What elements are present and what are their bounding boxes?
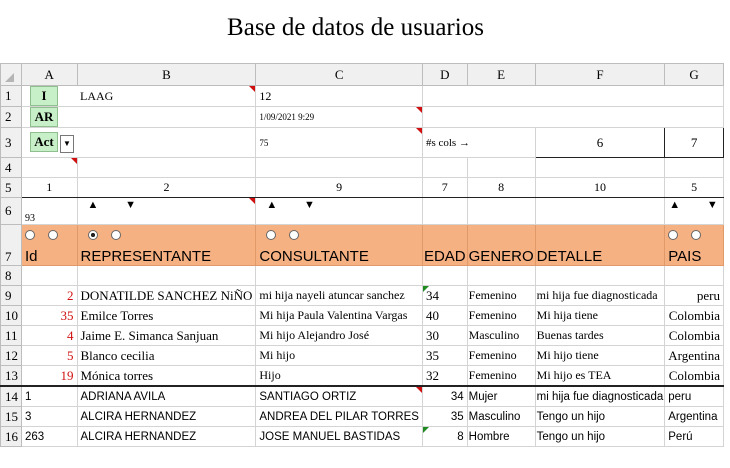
cell-genero[interactable]: Femenino — [467, 346, 535, 366]
cell-a8[interactable] — [22, 266, 78, 286]
cell-d3[interactable] — [422, 128, 535, 158]
row-header-3[interactable]: 3 — [1, 128, 22, 158]
radio-button[interactable] — [111, 230, 121, 240]
sort-arrows-icon[interactable]: ▲ ▼ — [87, 199, 149, 211]
cell-consultante[interactable]: mi hija nayeli atuncar sanchez — [256, 286, 423, 306]
cell-pais[interactable]: Colombia — [665, 306, 724, 326]
edad-text: 8 — [457, 430, 464, 443]
select-all-icon — [5, 73, 14, 82]
cell-genero[interactable]: Femenino — [467, 286, 535, 306]
cell-representante[interactable]: ADRIANA AVILA — [77, 386, 256, 407]
cell-representante[interactable]: ALCIRA HERNANDEZ — [77, 407, 256, 427]
row-header-16[interactable]: 16 — [1, 427, 22, 447]
sheet-row-2 — [1, 107, 724, 128]
column-header-row — [1, 64, 724, 86]
spreadsheet-grid — [0, 63, 730, 447]
table-row — [1, 427, 724, 447]
row-header-10[interactable]: 10 — [1, 306, 22, 326]
cell-e5[interactable]: 8 — [467, 178, 535, 198]
radio-button[interactable] — [668, 230, 678, 240]
cell-e8[interactable] — [467, 266, 535, 286]
cell-consultante[interactable]: JOSE MANUEL BASTIDAS — [256, 427, 423, 447]
cell-edad[interactable]: 30 — [422, 326, 467, 346]
cell-b5[interactable]: 2 — [77, 178, 256, 198]
cell-a3[interactable] — [22, 128, 78, 158]
col-header-c[interactable]: C — [256, 64, 423, 86]
cell-id[interactable]: 263 — [22, 427, 78, 447]
cell-a6[interactable] — [22, 198, 78, 225]
cell-g8[interactable] — [665, 266, 724, 286]
row-header-6[interactable]: 6 — [1, 198, 22, 225]
header-id-label: Id — [25, 248, 38, 265]
cell-b8[interactable] — [77, 266, 256, 286]
cell-pais[interactable]: peru — [665, 386, 724, 407]
cell-f1[interactable] — [535, 86, 665, 107]
cell-g2[interactable] — [665, 107, 724, 128]
col-header-b[interactable]: B — [77, 64, 256, 86]
cols-label: #s cols → — [425, 136, 470, 149]
error-indicator-icon — [423, 286, 429, 292]
row-header-9[interactable]: 9 — [1, 286, 22, 306]
cell-pais[interactable]: Perú — [665, 427, 724, 447]
cell-edad[interactable]: 34 — [422, 386, 467, 407]
c3-text: 75 — [259, 137, 269, 148]
cell-pais[interactable]: Colombia — [665, 326, 724, 346]
cell-g5[interactable]: 5 — [665, 178, 724, 198]
chevron-down-icon[interactable]: ▼ — [60, 135, 74, 153]
radio-button[interactable] — [266, 230, 276, 240]
cell-edad[interactable]: 35 — [422, 346, 467, 366]
cell-detalle[interactable]: Tengo un hijo — [535, 427, 665, 447]
cell-d1[interactable] — [422, 86, 467, 107]
cell-f8[interactable] — [535, 266, 665, 286]
radio-button[interactable] — [25, 230, 35, 240]
table-row — [1, 306, 724, 326]
radio-group — [88, 226, 134, 243]
cell-d2[interactable] — [422, 107, 467, 128]
table-row — [1, 407, 724, 427]
row-header-15[interactable]: 15 — [1, 407, 22, 427]
cell-pais[interactable]: Argentina — [665, 407, 724, 427]
col-header-d[interactable]: D — [422, 64, 467, 86]
cell-edad[interactable]: 32 — [422, 366, 467, 387]
cell-consultante[interactable]: Hijo — [256, 366, 423, 387]
sheet-row-6 — [1, 198, 724, 225]
cell-detalle[interactable]: Tengo un hijo — [535, 407, 665, 427]
cell-detalle[interactable]: Buenas tardes — [535, 326, 665, 346]
a6-text: 93 — [25, 213, 35, 224]
act-button[interactable]: Act — [30, 132, 58, 152]
cell-c6[interactable] — [256, 198, 423, 225]
header-pais[interactable] — [665, 225, 724, 266]
cell-detalle[interactable]: mi hija fue diagnosticada — [535, 386, 665, 407]
cell-representante[interactable]: ALCIRA HERNANDEZ — [77, 427, 256, 447]
cell-detalle[interactable]: Mi hija tiene — [535, 306, 665, 326]
cell-genero[interactable]: Masculino — [467, 326, 535, 346]
cell-genero[interactable]: Hombre — [467, 427, 535, 447]
col-header-a[interactable]: A — [22, 64, 78, 86]
cell-b3[interactable] — [77, 128, 256, 158]
cell-d4[interactable] — [422, 158, 467, 178]
row-header-14[interactable]: 14 — [1, 386, 22, 407]
header-consultante[interactable] — [256, 225, 423, 266]
row-header-11[interactable]: 11 — [1, 326, 22, 346]
header-representante[interactable] — [77, 225, 256, 266]
cell-c8[interactable] — [256, 266, 423, 286]
cell-c3[interactable] — [256, 128, 423, 158]
cell-f5[interactable]: 10 — [535, 178, 665, 198]
cell-a5[interactable]: 1 — [22, 178, 78, 198]
cell-b1[interactable] — [77, 86, 256, 107]
col-header-f[interactable]: F — [535, 64, 665, 86]
comment-indicator-icon — [71, 158, 77, 164]
cell-c5[interactable]: 9 — [256, 178, 423, 198]
cell-representante[interactable]: Jaime E. Simanca Sanjuan — [77, 326, 256, 346]
cell-pais[interactable]: peru — [665, 286, 724, 306]
radio-button-selected[interactable] — [88, 230, 98, 240]
edad-text: 34 — [425, 287, 439, 303]
cell-pais[interactable]: Colombia — [665, 366, 724, 387]
cell-genero[interactable]: Femenino — [467, 306, 535, 326]
sheet-row-8 — [1, 266, 724, 286]
row-header-1[interactable]: 1 — [1, 86, 22, 107]
cell-consultante[interactable]: Mi hijo — [256, 346, 423, 366]
header-pais-label: PAIS — [668, 248, 702, 265]
row-header-7[interactable]: 7 — [1, 225, 22, 266]
cell-e4[interactable] — [467, 158, 535, 178]
cell-pais[interactable]: Argentina — [665, 346, 724, 366]
b1-text: LAAG — [80, 88, 114, 103]
cell-consultante[interactable]: ANDREA DEL PILAR TORRES — [256, 407, 423, 427]
row-header-4[interactable]: 4 — [1, 158, 22, 178]
table-row — [1, 326, 724, 346]
radio-group — [266, 226, 312, 243]
cell-representante[interactable]: Mónica torres — [77, 366, 256, 387]
select-all-corner[interactable] — [1, 64, 22, 86]
cell-a4[interactable] — [22, 158, 78, 178]
cell-d5[interactable]: 7 — [422, 178, 467, 198]
header-representante-label: REPRESENTANTE — [80, 248, 212, 265]
header-id[interactable] — [22, 225, 78, 266]
cell-representante[interactable]: Blanco cecilia — [77, 346, 256, 366]
cell-f6[interactable] — [535, 198, 665, 225]
consultante-text: SANTIAGO ORTIZ — [259, 390, 357, 403]
cell-consultante[interactable]: Mi hija Paula Valentina Vargas — [256, 306, 423, 326]
row-header-12[interactable]: 12 — [1, 346, 22, 366]
header-genero[interactable]: GENERO — [467, 225, 535, 266]
radio-button[interactable] — [48, 230, 58, 240]
cell-id[interactable]: 5 — [22, 346, 78, 366]
cell-f3[interactable]: 6 — [535, 128, 665, 158]
cell-genero[interactable]: Femenino — [467, 366, 535, 387]
table-row — [1, 346, 724, 366]
cell-b2[interactable] — [77, 107, 256, 128]
cell-id[interactable]: 19 — [22, 366, 78, 387]
col-header-g[interactable]: G — [665, 64, 724, 86]
cell-id[interactable]: 4 — [22, 326, 78, 346]
table-row — [1, 386, 724, 407]
cell-edad[interactable]: 40 — [422, 306, 467, 326]
cell-f2[interactable] — [535, 107, 665, 128]
cell-detalle[interactable]: Mi hijo tiene — [535, 346, 665, 366]
cell-g4[interactable] — [665, 158, 724, 178]
cell-genero[interactable]: Mujer — [467, 386, 535, 407]
radio-button[interactable] — [289, 230, 299, 240]
sort-arrows-icon[interactable]: ▲ ▼ — [266, 199, 327, 211]
cell-g3[interactable]: 7 — [665, 128, 724, 158]
c2-text: 1/09/2021 9:29 — [259, 112, 315, 122]
row-header-8[interactable]: 8 — [1, 266, 22, 286]
cell-id[interactable]: 35 — [22, 306, 78, 326]
cell-representante[interactable]: Emilce Torres — [77, 306, 256, 326]
cell-representante[interactable]: DONATILDE SANCHEZ NiÑO — [77, 286, 256, 306]
cell-edad[interactable]: 35 — [422, 407, 467, 427]
row-header-5[interactable]: 5 — [1, 178, 22, 198]
cell-g6[interactable] — [665, 198, 730, 225]
cell-consultante[interactable] — [256, 386, 423, 407]
c1-text: 12 — [259, 88, 272, 103]
header-edad[interactable]: EDAD — [422, 225, 467, 266]
i-button[interactable]: I — [30, 86, 58, 106]
radio-group — [668, 226, 701, 243]
page-title: Base de datos de usuarios — [227, 14, 484, 41]
cell-e2[interactable] — [467, 107, 535, 128]
cell-id[interactable]: 2 — [22, 286, 78, 306]
cell-b4[interactable] — [77, 158, 256, 178]
cell-edad[interactable] — [422, 427, 467, 447]
cell-d8[interactable] — [422, 266, 467, 286]
table-row — [1, 286, 724, 306]
radio-group — [25, 226, 58, 243]
spreadsheet — [0, 63, 730, 447]
table-row — [1, 366, 724, 387]
header-detalle[interactable]: DETALLE — [535, 225, 665, 266]
cell-id[interactable]: 1 — [22, 386, 78, 407]
cell-consultante[interactable]: Mi hijo Alejandro José — [256, 326, 423, 346]
cell-f4[interactable] — [535, 158, 665, 178]
cell-c2[interactable] — [256, 107, 423, 128]
cell-id[interactable]: 3 — [22, 407, 78, 427]
cell-a2[interactable] — [22, 107, 78, 128]
cell-b6[interactable] — [77, 198, 256, 225]
row-header-13[interactable]: 13 — [1, 366, 22, 387]
cell-d6[interactable] — [422, 198, 467, 225]
cell-edad[interactable] — [422, 286, 467, 306]
cell-detalle[interactable]: Mi hijo es TEA — [535, 366, 665, 387]
cell-e6[interactable] — [467, 198, 535, 225]
cell-a1[interactable] — [22, 86, 78, 107]
sheet-row-1 — [1, 86, 724, 107]
cell-detalle[interactable]: mi hija fue diagnosticada — [535, 286, 665, 306]
sort-arrows-icon[interactable]: ▲ ▼ — [669, 199, 730, 211]
col-header-e[interactable]: E — [467, 64, 535, 86]
radio-button[interactable] — [691, 230, 701, 240]
comment-indicator-icon — [416, 387, 422, 393]
cell-genero[interactable]: Masculino — [467, 407, 535, 427]
ar-button[interactable]: AR — [30, 107, 58, 127]
cell-g1[interactable] — [665, 86, 724, 107]
comment-indicator-icon — [416, 107, 422, 113]
sheet-row-5 — [1, 178, 724, 198]
cell-e1[interactable] — [467, 86, 535, 107]
comment-indicator-icon — [249, 86, 255, 92]
header-consultante-label: CONSULTANTE — [259, 248, 369, 265]
sheet-row-3 — [1, 128, 724, 158]
comment-indicator-icon — [249, 198, 255, 204]
cell-c4[interactable] — [256, 158, 423, 178]
sheet-row-4 — [1, 158, 724, 178]
error-indicator-icon — [423, 427, 429, 433]
sheet-row-7 — [1, 225, 724, 266]
cell-c1[interactable] — [256, 86, 423, 107]
comment-indicator-icon — [416, 128, 422, 134]
row-header-2[interactable]: 2 — [1, 107, 22, 128]
